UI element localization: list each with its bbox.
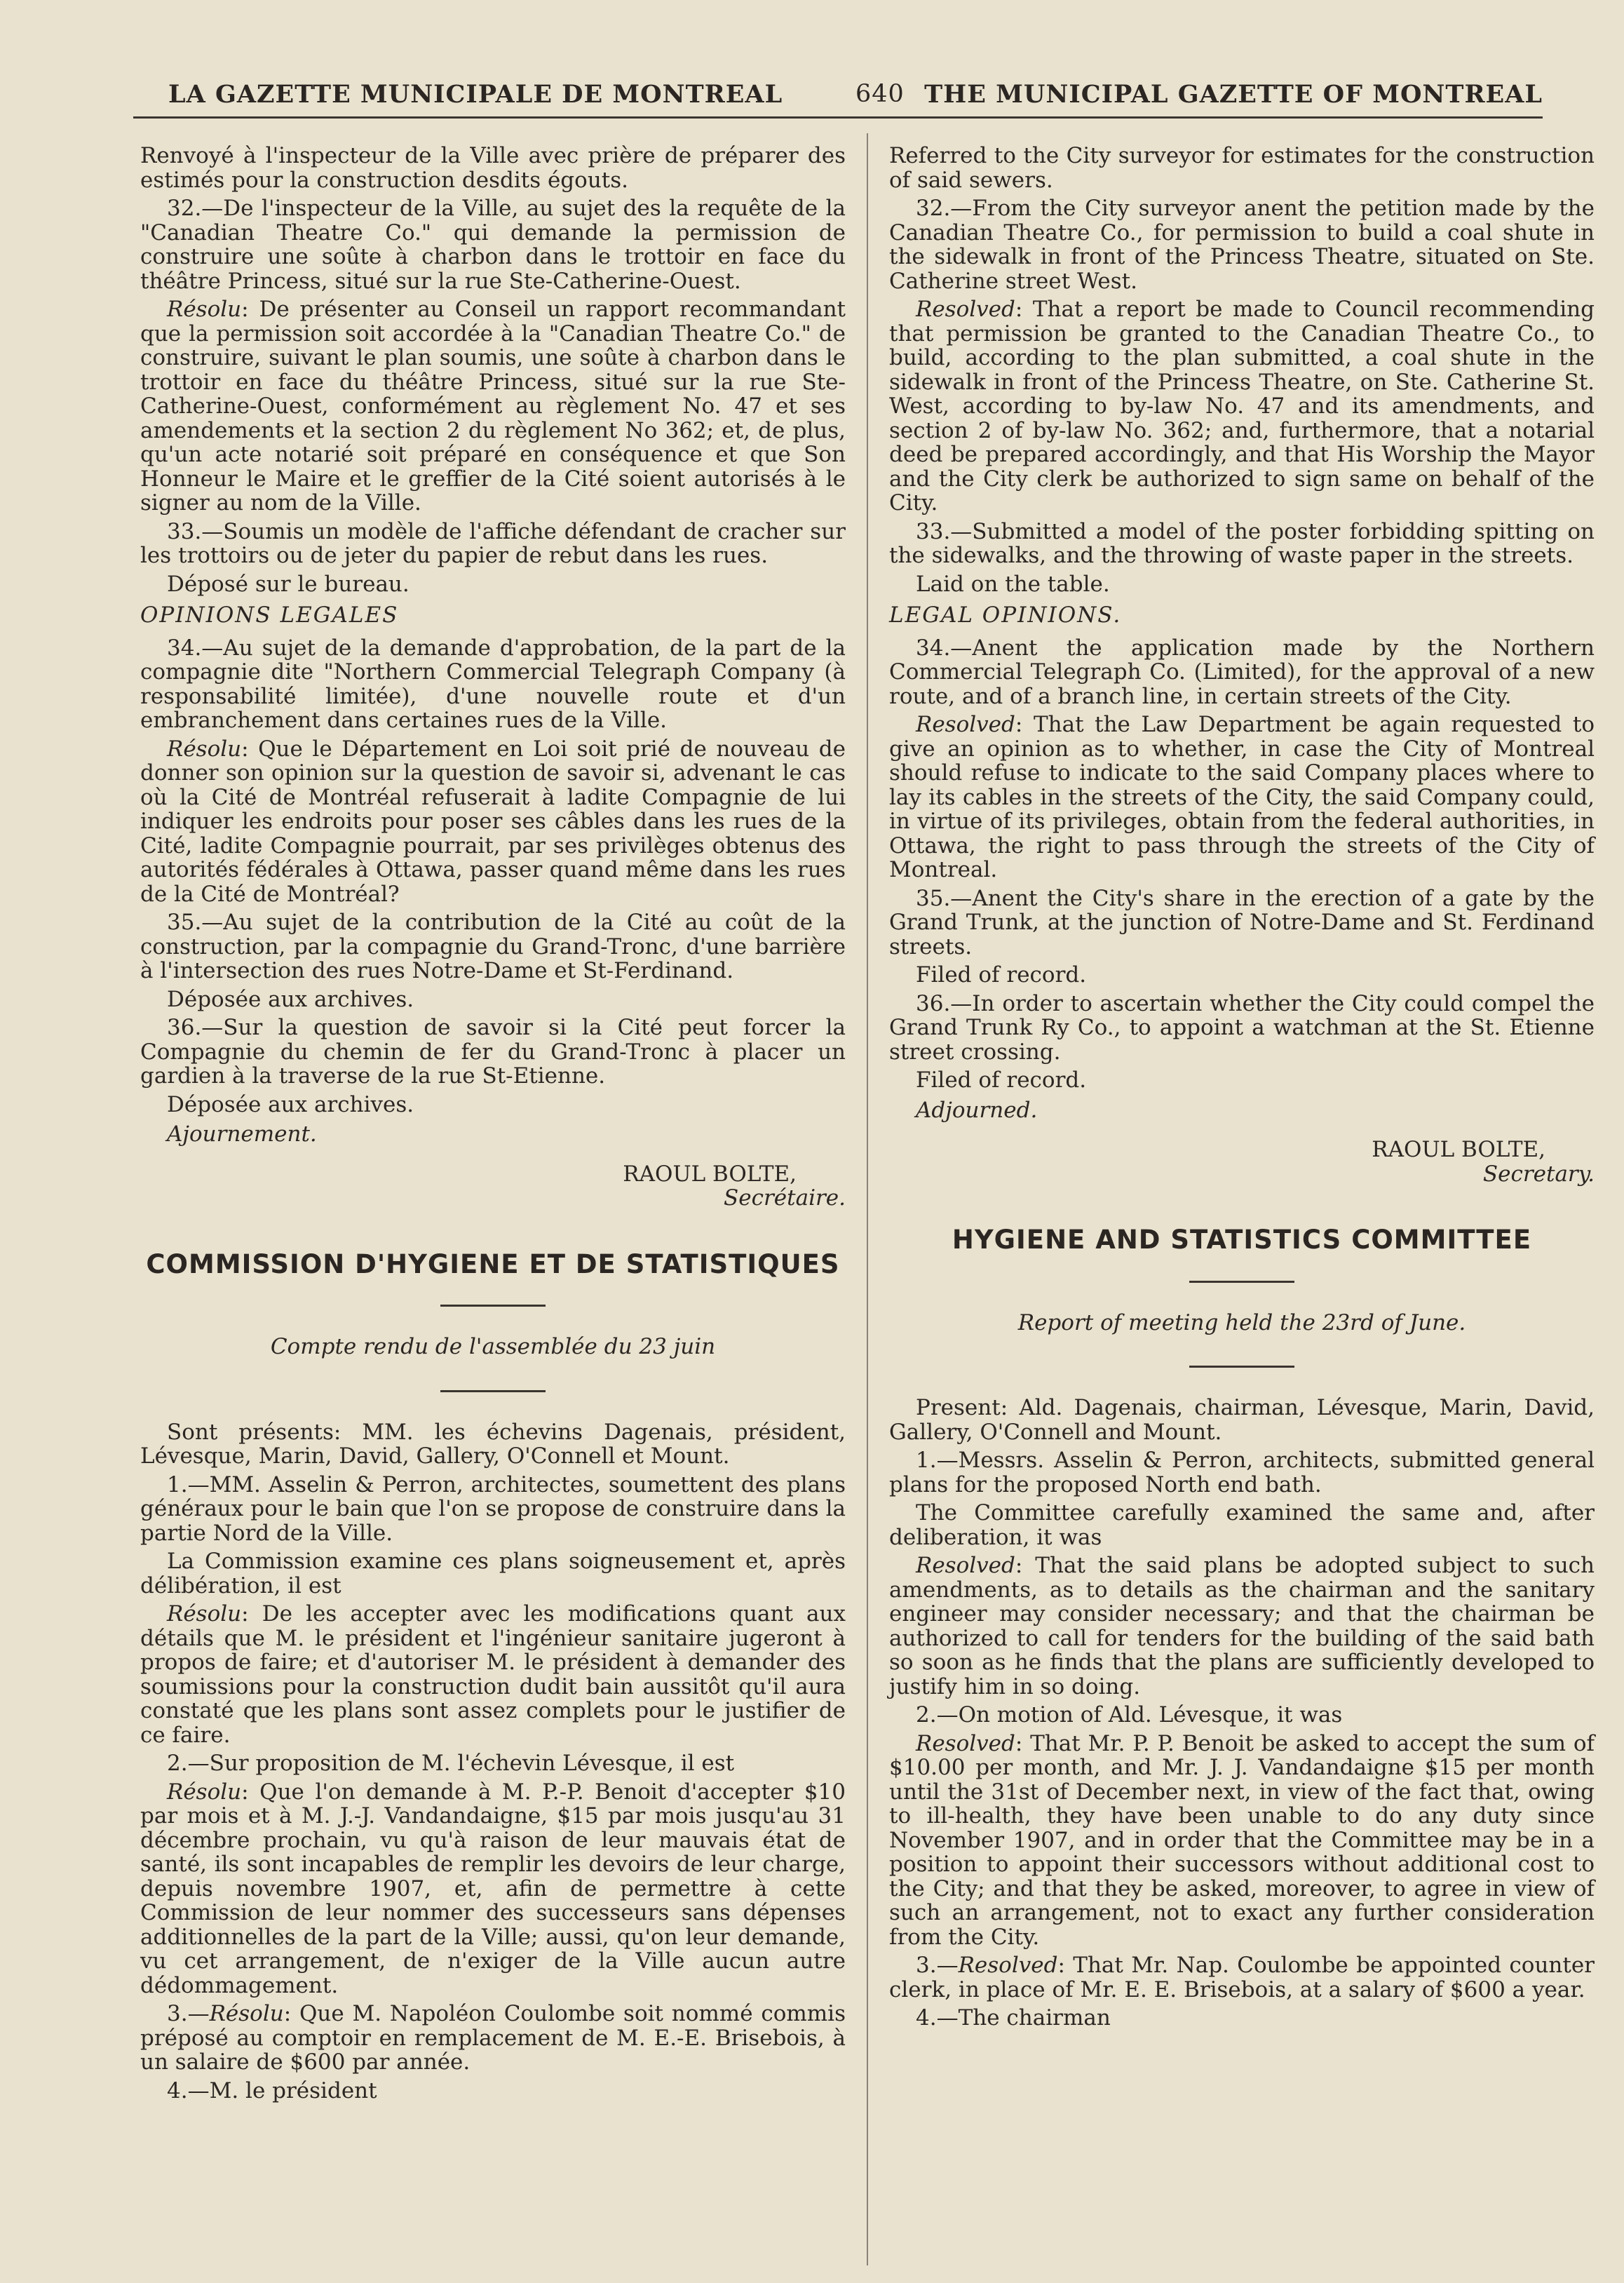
paragraph-text: : That Mr. Nap. Coulombe be appointed counter clerk, in place of Mr. E. E. Brisebois, at a salary of $600 a year.: [889, 1953, 1595, 2002]
paragraph-text: : That the Law Department be again requested to give an opinion as to whether, in case the City of Montreal should refuse to indicate to the said Company places where to lay its cables in the streets of the City, the said Company could, in virtue of its privileges, obtain from the federal authorities, in Ottawa, the right to pass through the streets of the City of Montreal.: [889, 712, 1595, 882]
page-number: 640: [855, 80, 905, 108]
signature-name: RAOUL BOLTE,: [1372, 1137, 1545, 1162]
english-column: [889, 144, 1595, 2035]
signature-title: Secrétaire.: [724, 1185, 846, 1211]
adjournment: Ajournement.: [167, 1122, 317, 1147]
paragraph-text: : Que l'on demande à M. P.-P. Benoit d'accepter $10 par mois et à M. J.-J. Vandandaigne, $15 par mois jusqu'au 31 décembre prochain, vu qu'à raison de leur mauvais état de santé, ils sont incapables de remplir les devoirs de leur charge, depuis novembre 1907, et, afin de permettre à cette Commission de leur nommer des successeurs sans dépenses additionnelles de la part de la Ville; aussi, qu'on leur demande, vu cet arrangement, de n'exiger de la Ville aucun autre dédommagement.: [140, 1779, 846, 1998]
item-number: 3.—: [167, 2001, 210, 2026]
resolved-label: Resolved: [916, 1553, 1015, 1578]
section-title: HYGIENE AND STATISTICS COMMITTEE: [952, 1225, 1532, 1255]
section-subtitle: Compte rendu de l'assemblée du 23 juin: [270, 1334, 716, 1359]
signature-title: Secretary.: [1482, 1161, 1595, 1187]
paragraph: 36.—In order to ascertain whether the City could compel the Grand Trunk Ry Co., to appoint a watchman at the St. Etienne street crossing.: [889, 990, 1595, 1065]
paragraph: 4.—M. le président: [167, 2077, 377, 2103]
paragraph: Déposée aux archives.: [167, 1091, 414, 1117]
paragraph: [140, 297, 846, 516]
paragraph: Filed of record.: [916, 1068, 1087, 1093]
paragraph: Sont présents: MM. les échevins Dagenais, président, Lévesque, Marin, David, Gallery, O'Connell et Mount.: [140, 1419, 846, 1469]
paragraph: [889, 1953, 1595, 2002]
paragraph: [889, 713, 1595, 882]
paragraph: 32.—De l'inspecteur de la Ville, au sujet des la requête de la "Canadian Theatre Co." qui demande la permission de construire une soûte à charbon dans le trottoir en face du théâtre Princess, situé sur la rue Ste-Catherine-Ouest.: [140, 196, 846, 294]
paragraph-text: : That Mr. P. P. Benoit be asked to accept the sum of $10.00 per month, and Mr. J. J. Vandandaigne $15 per month until the 31st of December next, in view of the fact that, owing to ill-health, they have been unable to do any duty since November 1907, and in order that the Committee may be in a position to appoint their successors without additional cost to the City; and that they be asked, moreover, to agree in view of such an arrangement, not to exact any further consideration from the City.: [889, 1730, 1595, 1950]
paragraph: [889, 297, 1595, 516]
section-heading: OPINIONS LEGALES: [140, 602, 399, 628]
paragraph: 35.—Anent the City's share in the erection of a gate by the Grand Trunk, at the junction of Notre-Dame and St. Ferdinand streets.: [889, 885, 1595, 959]
paragraph-text: : That the said plans be adopted subject to such amendments, as to details as the chairman and the sanitary engineer may consider necessary; and that the chairman be authorized to call for tenders for the building of the said bath so soon as he finds that the plans are sufficiently developed to justify him in so doing.: [889, 1553, 1595, 1699]
paragraph-text: : Que M. Napoléon Coulombe soit nommé commis préposé au comptoir en remplacement de M. E.-E. Brisebois, à un salaire de $600 par année.: [140, 2001, 846, 2075]
resolved-label: Resolved: [958, 1953, 1058, 1978]
page-header: [133, 67, 1543, 119]
paragraph: 2.—On motion of Ald. Lévesque, it was: [916, 1702, 1343, 1728]
section-heading: LEGAL OPINIONS.: [889, 602, 1122, 628]
paragraph: 34.—Anent the application made by the Northern Commercial Telegraph Co. (Limited), for the approval of a new route, and of a branch line, in certain streets of the City.: [889, 635, 1595, 709]
paragraph: 4.—The chairman: [916, 2005, 1111, 2031]
title-rule: [440, 1305, 546, 1307]
paragraph: 32.—From the City surveyor anent the petition made by the Canadian Theatre Co., for permission to build a coal shute in the sidewalk in front of the Princess Theatre, situated on Ste. Catherine street West.: [889, 196, 1595, 294]
paragraph: Déposée aux archives.: [167, 986, 414, 1012]
resolved-label: Résolu: [167, 1601, 242, 1627]
subtitle-rule: [1189, 1366, 1294, 1368]
paragraph: 1.—MM. Asselin & Perron, architectes, soumettent des plans généraux pour le bain que l'on se propose de construire dans la partie Nord de la Ville.: [140, 1472, 846, 1546]
paragraph: [140, 2002, 846, 2075]
paragraph: [140, 1780, 846, 1998]
paragraph: The Committee carefully examined the same and, after deliberation, it was: [889, 1500, 1595, 1550]
paragraph: 2.—Sur proposition de M. l'échevin Lévesque, il est: [167, 1751, 735, 1776]
paragraph-text: : De les accepter avec les modifications quant aux détails que M. le président et l'ingénieur sanitaire jugeront à propos de faire; et d'autoriser M. le président à demander des soumissions pour la construction dudit bain aussitôt qu'il aura constaté que les plans sont assez complets pour le justifier de ce faire.: [140, 1601, 846, 1748]
resolved-label: Résolu: [167, 1779, 242, 1805]
paragraph: Referred to the City surveyor for estimates for the construction of said sewers.: [889, 143, 1595, 193]
paragraph: [140, 737, 846, 907]
paragraph: Filed of record.: [916, 962, 1087, 988]
paragraph: Déposé sur le bureau.: [167, 571, 410, 597]
subtitle-rule: [440, 1390, 546, 1392]
paragraph: [140, 1602, 846, 1747]
resolved-label: Resolved: [916, 712, 1015, 737]
paragraph-text: : Que le Département en Loi soit prié de nouveau de donner son opinion sur la question de savoir si, advenant le cas où la Cité de Montréal refuserait à ladite Compagnie de lui indiquer les endroits pour poser ses câbles dans les rues de la Cité, ladite Compagnie pourrait, par ses privilèges obtenus des autorités fédérales à Ottawa, passer quand même dans les rues de la Cité de Montréal?: [140, 736, 846, 907]
title-rule: [1189, 1281, 1294, 1283]
paragraph: 33.—Submitted a model of the poster forbidding spitting on the sidewalks, and the throwing of waste paper in the streets.: [889, 518, 1595, 568]
paragraph: [889, 1554, 1595, 1699]
paragraph: La Commission examine ces plans soigneusement et, après délibération, il est: [140, 1549, 846, 1598]
column-divider: [867, 133, 868, 2265]
section-title: COMMISSION D'HYGIENE ET DE STATISTIQUES: [146, 1248, 840, 1279]
paragraph-text: : That a report be made to Council recommending that permission be granted to the Canadian Theatre Co., to build, according to the plan submitted, a coal shute in the sidewalk in front of the Princess Theatre, on Ste. Catherine St. West, according to by-law No. 47 and its amendments, and section 2 of by-law No. 362; and, furthermore, that a notarial deed be prepared accordingly, and that His Worship the Mayor and the City clerk be authorized to sign same on behalf of the City.: [889, 297, 1595, 516]
signature-name: RAOUL BOLTE,: [623, 1161, 797, 1187]
header-english-title: THE MUNICIPAL GAZETTE OF MONTREAL: [924, 80, 1543, 109]
paragraph: 33.—Soumis un modèle de l'affiche défendant de cracher sur les trottoirs ou de jeter du papier de rebut dans les rues.: [140, 518, 846, 568]
paragraph: 35.—Au sujet de la contribution de la Cité au coût de la construction, par la compagnie du Grand-Tronc, d'une barrière à l'intersection des rues Notre-Dame et St-Ferdinand.: [140, 910, 846, 983]
item-number: 3.—: [916, 1953, 959, 1978]
resolved-label: Résolu: [209, 2001, 284, 2026]
section-subtitle: Report of meeting held the 23rd of June.: [1017, 1309, 1466, 1335]
french-column: [140, 144, 846, 2107]
paragraph: 34.—Au sujet de la demande d'approbation, de la part de la compagnie dite "Northern Commercial Telegraph Company (à responsabilité limitée), d'une nouvelle route et d'un embranchement dans certaines rues de la Ville.: [140, 635, 846, 733]
paragraph-text: : De présenter au Conseil un rapport recommandant que la permission soit accordée à la "Canadian Theatre Co." de construire, suivant le plan soumis, une soûte à charbon dans le trottoir en face du théâtre Princess, situé sur la rue Ste-Catherine-Ouest, conformément au règlement No. 47 et ses amendements et la section 2 du règlement No 362; et, de plus, qu'un acte notarié soit préparé en conséquence et que Son Honneur le Maire et le greffier de la Cité soient autorisés à le signer au nom de la Ville.: [140, 297, 846, 516]
paragraph: 36.—Sur la question de savoir si la Cité peut forcer la Compagnie du chemin de fer du Grand-Tronc à placer un gardien à la traverse de la rue St-Etienne.: [140, 1015, 846, 1089]
paragraph: Renvoyé à l'inspecteur de la Ville avec prière de préparer des estimés pour la construction desdits égouts.: [140, 143, 846, 193]
paragraph: Laid on the table.: [916, 571, 1110, 597]
resolved-label: Résolu: [167, 297, 242, 322]
paragraph: Present: Ald. Dagenais, chairman, Lévesque, Marin, David, Gallery, O'Connell and Mount.: [889, 1395, 1595, 1445]
paragraph: [889, 1732, 1595, 1950]
resolved-label: Résolu: [167, 736, 242, 762]
resolved-label: Resolved: [916, 297, 1015, 322]
paragraph: 1.—Messrs. Asselin & Perron, architects, submitted general plans for the proposed North end bath.: [889, 1448, 1595, 1497]
adjournment: Adjourned.: [916, 1097, 1038, 1123]
resolved-label: Resolved: [916, 1730, 1015, 1756]
header-french-title: LA GAZETTE MUNICIPALE DE MONTREAL: [168, 80, 783, 109]
